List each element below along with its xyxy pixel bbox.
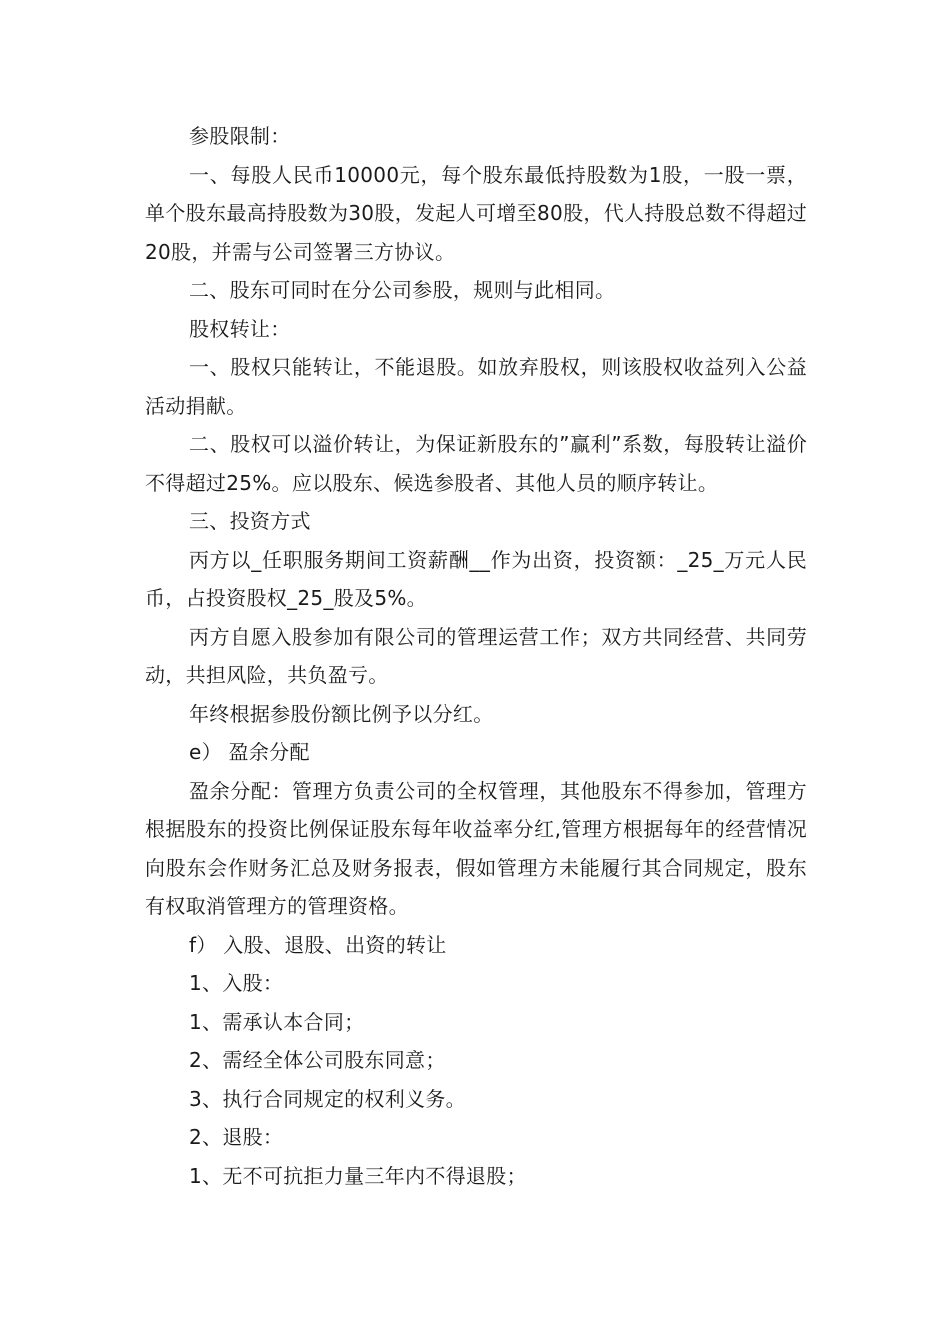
share-limit-rule-2: 二、股东可同时在分公司参股，规则与此相同。 [189,278,616,302]
heading-equity-transfer: 股权转让： [189,316,291,341]
equity-transfer-rule-2: 二、股权可以溢价转让，为保证新股东的”赢利”系数，每股转让溢价不得超过25%。应以股东、候选参股者、其他人员的顺序转让。 [145,432,807,495]
share-limit-rule-1: 一、每股人民币10000元，每个股东最低持股数为1股，一股一票，单个股东最高持股数为30股，发起人可增至80股，代人持股总数不得超过20股，并需与公司签署三方协议。 [145,162,807,264]
joining-condition-3: 3、执行合同规定的权利义务。 [189,1086,466,1111]
heading-surplus-distribution: e） 盈余分配 [189,740,310,764]
subheading-joining: 1、入股： [189,971,284,995]
withdrawal-condition-1: 1、无不可抗拒力量三年内不得退股； [189,1163,527,1188]
subheading-withdrawal: 2、退股： [189,1125,284,1149]
investment-terms: 丙方以_任职服务期间工资薪酬__作为出资，投资额：_25_万元人民币，占投资股权_25_股及5%。 [145,547,807,610]
year-end-dividend: 年终根据参股份额比例予以分红。 [189,701,494,726]
heading-share-limits: 参股限制： [189,124,291,148]
document-page [145,117,807,1195]
joining-condition-2: 2、需经全体公司股东同意； [189,1048,446,1072]
joining-condition-1: 1、需承认本合同； [189,1009,365,1034]
heading-join-withdraw-transfer: f） 入股、退股、出资的转让 [189,932,447,957]
equity-transfer-rule-1: 一、股权只能转让，不能退股。如放弃股权，则该股权收益列入公益活动捐献。 [145,355,807,418]
heading-investment-method: 三、投资方式 [189,509,311,533]
management-participation: 丙方自愿入股参加有限公司的管理运营工作；双方共同经营、共同劳动，共担风险，共负盈亏。 [145,624,807,687]
surplus-distribution-text: 盈余分配：管理方负责公司的全权管理，其他股东不得参加，管理方根据股东的投资比例保证股东每年收益率分红,管理方根据每年的经营情况向股东会作财务汇总及财务报表，假如管理方未能履行其合同规定，股东有权取消管理方的管理资格。 [145,778,807,918]
